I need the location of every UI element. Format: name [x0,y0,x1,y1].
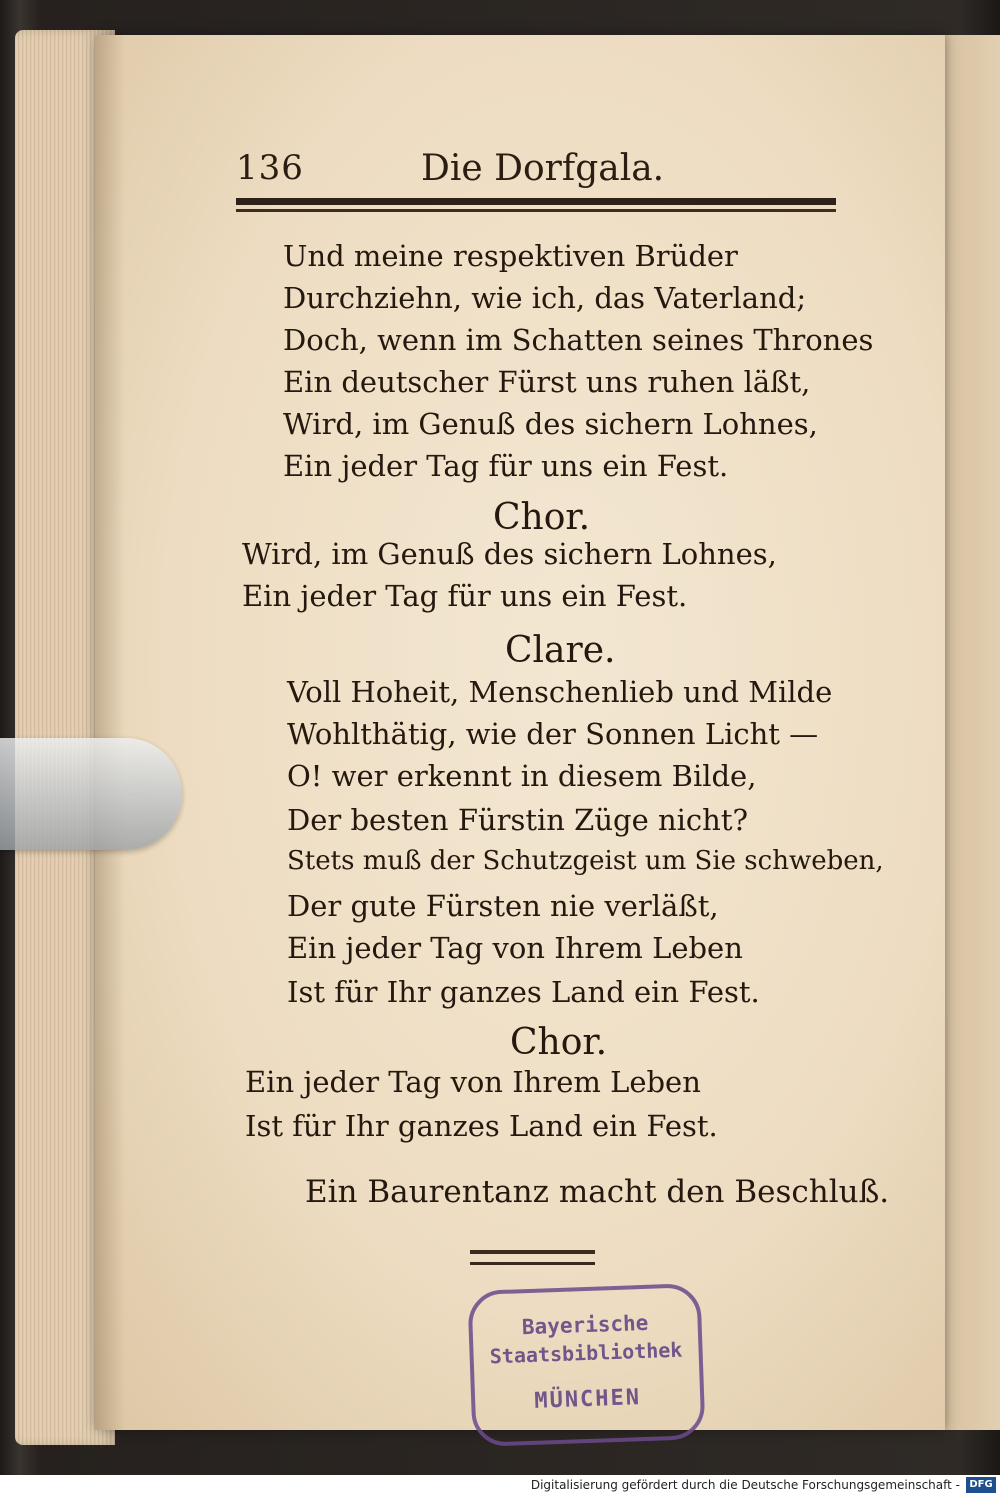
verse-line: Wird, im Genuß des sichern Lohnes, [242,537,777,571]
verse-line: Der gute Fürsten nie verläßt, [287,889,719,923]
stamp-text: MÜNCHEN [533,1385,642,1414]
verse-line: Ist für Ihr ganzes Land ein Fest. [245,1109,718,1143]
verse-line: Ein jeder Tag für uns ein Fest. [242,579,688,613]
section-heading-chor: Chor. [493,497,591,538]
page-gutter-shadow [95,35,125,1430]
verse-line: Durchziehn, wie ich, das Vaterland; [283,281,807,315]
header-rule-thick [236,198,836,205]
running-title: Die Dorfgala. [421,148,665,189]
page-number: 136 [236,148,304,188]
dfg-logo-icon: DFG [966,1477,996,1493]
page-header [236,148,836,193]
section-heading-clare: Clare. [505,630,616,671]
verse-line: Ein jeder Tag von Ihrem Leben [245,1065,701,1099]
footer-credit: Digitalisierung gefördert durch die Deutsche Forschungsgemeinschaft - [530,1478,960,1492]
verse-line: Ein deutscher Fürst uns ruhen läßt, [283,365,811,399]
verse-line: Wohlthätig, wie der Sonnen Licht — [287,717,819,751]
stamp-text: Bayerische [521,1310,649,1340]
verse-line: Der besten Fürstin Züge nicht? [287,803,749,837]
verse-line: Wird, im Genuß des sichern Lohnes, [283,407,818,441]
stamp-text: Staatsbibliothek [489,1337,683,1369]
library-stamp [467,1283,705,1447]
verse-line: Voll Hoheit, Menschenlieb und Milde [287,675,833,709]
page-holder-clip [0,738,182,850]
verse-line: O! wer erkennt in diesem Bilde, [287,759,757,793]
verse-line: Ist für Ihr ganzes Land ein Fest. [287,975,760,1009]
digitization-footer [0,1475,1000,1495]
verse-line: Ein jeder Tag für uns ein Fest. [283,449,729,483]
verse-line: Doch, wenn im Schatten seines Thrones [283,323,874,357]
header-rule-thin [236,209,836,212]
end-rule [470,1262,595,1265]
verse-line: Und meine respektiven Brüder [283,239,738,273]
closing-stage-direction: Ein Baurentanz macht den Beschluß. [305,1174,890,1210]
verse-line: Stets muß der Schutzgeist um Sie schweben, [287,846,884,876]
verse-line: Ein jeder Tag von Ihrem Leben [287,931,743,965]
end-rule [470,1250,595,1254]
section-heading-chor: Chor. [510,1022,608,1063]
